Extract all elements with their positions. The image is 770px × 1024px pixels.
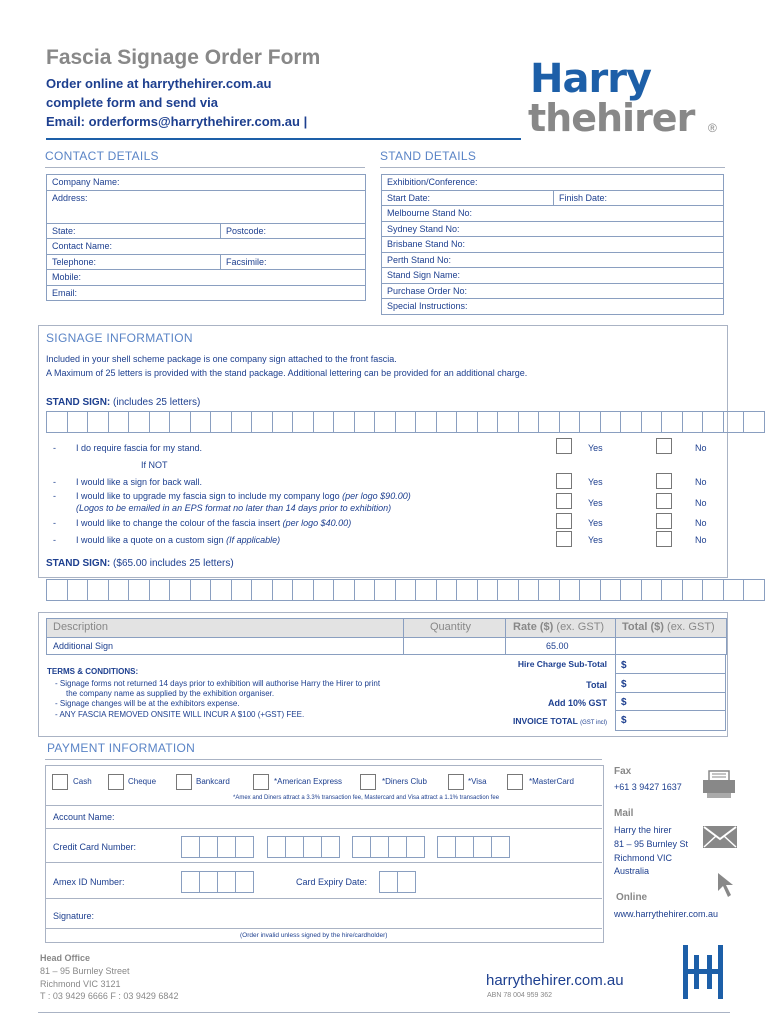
- contact-table: [46, 174, 366, 301]
- quantity-header: Quantity: [430, 621, 471, 633]
- gst-label: Add 10% GST: [547, 698, 607, 708]
- complete-form-line: complete form and send via: [46, 95, 218, 110]
- bankcard-checkbox[interactable]: [176, 774, 192, 790]
- letter-box[interactable]: [620, 411, 642, 433]
- term-2: - Signage changes will be at the exhibitors expense.: [55, 699, 240, 708]
- q5-dash: -: [53, 535, 56, 545]
- letter-box[interactable]: [67, 579, 89, 601]
- mail-line-2: 81 – 95 Burnley St: [614, 839, 689, 849]
- letter-box[interactable]: [272, 411, 294, 433]
- amex-checkbox[interactable]: [253, 774, 269, 790]
- pricing-row: [46, 637, 727, 655]
- footer-addr-1: 81 – 95 Burnley Street: [40, 966, 130, 976]
- letter-box[interactable]: [641, 579, 663, 601]
- letter-box[interactable]: [415, 411, 437, 433]
- letter-box[interactable]: [313, 579, 335, 601]
- digit-box[interactable]: [491, 836, 510, 858]
- q2-yes-label: Yes: [588, 477, 603, 487]
- totals-rule-2: [615, 692, 725, 693]
- finish-date-field[interactable]: Finish Date:: [554, 190, 724, 206]
- invoice-dollar[interactable]: $: [621, 715, 627, 726]
- letter-box[interactable]: [333, 411, 355, 433]
- q5-yes-label: Yes: [588, 535, 603, 545]
- letter-box[interactable]: [559, 579, 581, 601]
- contact-rule: [45, 167, 365, 168]
- surcharge-note: *Amex and Diners attract a 3.3% transaction fee, Mastercard and Visa attract a 1.1% transaction fee: [233, 795, 500, 801]
- letter-box[interactable]: [128, 579, 150, 601]
- exhibition-field[interactable]: Exhibition/Conference:: [382, 175, 724, 191]
- letter-box[interactable]: [538, 579, 560, 601]
- digit-box[interactable]: [370, 836, 389, 858]
- stand-table: [381, 174, 724, 315]
- stand-sign-2-letters[interactable]: [46, 579, 764, 601]
- letter-box[interactable]: [374, 411, 396, 433]
- letter-box[interactable]: [456, 579, 478, 601]
- invoice-total-text: INVOICE TOTAL: [513, 716, 578, 726]
- q2-dash: -: [53, 477, 56, 487]
- mail-heading: Mail: [614, 808, 634, 819]
- letter-box[interactable]: [702, 411, 724, 433]
- letter-box[interactable]: [497, 411, 519, 433]
- letter-box[interactable]: [456, 411, 478, 433]
- order-online-line: Order online at harrythehirer.com.au: [46, 76, 272, 91]
- term-1b: the company name as supplied by the exhibition organiser.: [66, 689, 275, 698]
- special-instructions-field[interactable]: Special Instructions:: [382, 299, 724, 315]
- letter-box[interactable]: [128, 411, 150, 433]
- account-name-row: [45, 805, 602, 829]
- digit-box[interactable]: [199, 871, 218, 893]
- total-dollar[interactable]: $: [621, 679, 627, 690]
- q1-dash: -: [53, 443, 56, 453]
- letter-box[interactable]: [231, 411, 253, 433]
- subtotal-dollar[interactable]: $: [621, 660, 627, 671]
- mail-icon: [703, 826, 737, 853]
- digit-box[interactable]: [406, 836, 425, 858]
- q3-yes-label: Yes: [588, 498, 603, 508]
- letter-box[interactable]: [497, 579, 519, 601]
- digit-box[interactable]: [267, 836, 286, 858]
- letter-box[interactable]: [702, 579, 724, 601]
- postcode-field[interactable]: Postcode:: [221, 223, 366, 239]
- mobile-field[interactable]: Mobile:: [47, 270, 366, 286]
- letter-box[interactable]: [559, 411, 581, 433]
- letter-box[interactable]: [354, 411, 376, 433]
- head-office-label: Head Office: [40, 953, 91, 963]
- letter-box[interactable]: [538, 411, 560, 433]
- digit-box[interactable]: [437, 836, 456, 858]
- q2-no-checkbox[interactable]: [656, 473, 672, 489]
- q2-yes-checkbox[interactable]: [556, 473, 572, 489]
- letter-box[interactable]: [292, 579, 314, 601]
- digit-box[interactable]: [285, 836, 304, 858]
- totals-rule-1: [615, 673, 725, 674]
- rate-header-suffix: (ex. GST): [556, 621, 605, 633]
- mail-line-3: Richmond VIC: [614, 853, 673, 863]
- online-url[interactable]: www.harrythehirer.com.au: [614, 909, 719, 919]
- letter-box[interactable]: [333, 579, 355, 601]
- letter-box[interactable]: [210, 411, 232, 433]
- letter-box[interactable]: [723, 579, 745, 601]
- email-field[interactable]: Email:: [47, 285, 366, 301]
- stand-sign-2: [46, 558, 234, 569]
- signature-label[interactable]: Signature:: [53, 911, 95, 921]
- letter-box[interactable]: [641, 411, 663, 433]
- letter-box[interactable]: [743, 579, 765, 601]
- letter-box[interactable]: [190, 579, 212, 601]
- letter-box[interactable]: [477, 579, 499, 601]
- letter-box[interactable]: [600, 579, 622, 601]
- letter-box[interactable]: [395, 579, 417, 601]
- logo-harry: Harry: [530, 56, 651, 102]
- letter-box[interactable]: [682, 579, 704, 601]
- telephone-field[interactable]: Telephone:: [47, 254, 221, 270]
- start-date-field[interactable]: Start Date:: [382, 190, 554, 206]
- letter-box[interactable]: [190, 411, 212, 433]
- stand-sign-2-note: ($65.00 includes 25 letters): [113, 558, 234, 569]
- cheque-checkbox[interactable]: [108, 774, 124, 790]
- stand-sign-1-note: (includes 25 letters): [113, 397, 201, 408]
- q4-yes-label: Yes: [588, 518, 603, 528]
- cash-label: Cash: [73, 777, 92, 786]
- mastercard-label: *MasterCard: [529, 777, 574, 786]
- q5-note: (If applicable): [226, 535, 281, 545]
- logo-thehirer: thehirer: [528, 96, 695, 140]
- total-header-label: Total ($): [622, 621, 664, 633]
- term-1a: - Signage forms not returned 14 days prior to exhibition will authorise Harry the Hirer to print: [55, 679, 381, 688]
- cheque-label: Cheque: [128, 777, 157, 786]
- digit-box[interactable]: [388, 836, 407, 858]
- diners-checkbox[interactable]: [360, 774, 376, 790]
- visa-checkbox[interactable]: [448, 774, 464, 790]
- fax-number: +61 3 9427 1637: [614, 782, 682, 792]
- letter-box[interactable]: [46, 411, 68, 433]
- description-header: Description: [53, 621, 109, 633]
- diners-label: *Diners Club: [382, 777, 427, 786]
- letter-box[interactable]: [415, 579, 437, 601]
- logo-registered-mark: ®: [708, 121, 717, 135]
- brisbane-stand-field[interactable]: Brisbane Stand No:: [382, 237, 724, 253]
- card-number-label: Credit Card Number:: [53, 842, 137, 852]
- digit-box[interactable]: [235, 836, 254, 858]
- digit-box[interactable]: [455, 836, 474, 858]
- footer-rule: [38, 1012, 730, 1013]
- rate-header: [513, 621, 604, 633]
- q3-main: I would like to upgrade my fascia sign to include my company logo: [76, 491, 340, 501]
- q4-no-checkbox[interactable]: [656, 513, 672, 529]
- digit-box[interactable]: [321, 836, 340, 858]
- digit-group: [352, 836, 424, 858]
- stand-details-heading: STAND DETAILS: [380, 149, 477, 163]
- total-label: Total: [586, 680, 607, 690]
- card-number-input[interactable]: [181, 836, 508, 858]
- letter-box[interactable]: [354, 579, 376, 601]
- q5-main: I would like a quote on a custom sign: [76, 535, 224, 545]
- letter-box[interactable]: [661, 411, 683, 433]
- digit-box[interactable]: [397, 871, 416, 893]
- signage-heading: SIGNAGE INFORMATION: [46, 331, 193, 345]
- stand-sign-1: [46, 397, 200, 408]
- letter-box[interactable]: [579, 579, 601, 601]
- row-description[interactable]: Additional Sign: [53, 641, 114, 651]
- q3-note: (Logos to be emailed in an EPS format no later than 14 days prior to exhibition): [76, 503, 392, 513]
- footer-website[interactable]: harrythehirer.com.au: [486, 972, 624, 989]
- digit-box[interactable]: [217, 836, 236, 858]
- email-line: Email: orderforms@harrythehirer.com.au |: [46, 114, 308, 129]
- address-field[interactable]: Address:: [47, 190, 366, 223]
- q2-no-label: No: [695, 477, 707, 487]
- footer-abn: ABN 78 004 959 362: [487, 992, 552, 999]
- form-title: Fascia Signage Order Form: [46, 46, 321, 69]
- letter-box[interactable]: [108, 411, 130, 433]
- letter-box[interactable]: [149, 579, 171, 601]
- payment-heading: PAYMENT INFORMATION: [47, 741, 196, 755]
- q1-no-checkbox[interactable]: [656, 438, 672, 454]
- letter-box[interactable]: [436, 579, 458, 601]
- header-rule: [46, 138, 521, 140]
- letter-box[interactable]: [46, 579, 68, 601]
- invoice-total-label: [480, 716, 607, 726]
- letter-box[interactable]: [272, 579, 294, 601]
- mail-line-4: Australia: [614, 866, 650, 876]
- visa-label: *Visa: [468, 777, 487, 786]
- q1-yes-label: Yes: [588, 443, 603, 453]
- invalid-note: (Order invalid unless signed by the hire/cardholder): [240, 932, 388, 939]
- signature-rule: [45, 928, 602, 929]
- letter-box[interactable]: [682, 411, 704, 433]
- letter-box[interactable]: [620, 579, 642, 601]
- letter-box[interactable]: [87, 411, 109, 433]
- q4-text: [76, 518, 351, 528]
- stand-sign-name-field[interactable]: Stand Sign Name:: [382, 268, 724, 284]
- letter-box[interactable]: [743, 411, 765, 433]
- contact-name-field[interactable]: Contact Name:: [47, 239, 366, 255]
- letter-box[interactable]: [477, 411, 499, 433]
- letter-box[interactable]: [210, 579, 232, 601]
- totals-rule-3: [615, 710, 725, 711]
- if-not-label: If NOT: [141, 460, 168, 470]
- q2-text: I would like a sign for back wall.: [76, 477, 203, 487]
- q4-price: (per logo $40.00): [282, 518, 352, 528]
- q3-no-checkbox[interactable]: [656, 493, 672, 509]
- letter-box[interactable]: [231, 579, 253, 601]
- cursor-icon: [716, 871, 736, 904]
- online-heading: Online: [616, 892, 648, 903]
- letter-box[interactable]: [395, 411, 417, 433]
- stand-rule: [380, 167, 725, 168]
- account-name-label: Account Name:: [53, 812, 115, 822]
- digit-box[interactable]: [217, 871, 236, 893]
- q3-price: (per logo $90.00): [342, 491, 411, 501]
- letter-box[interactable]: [169, 579, 191, 601]
- digit-box[interactable]: [352, 836, 371, 858]
- letter-box[interactable]: [600, 411, 622, 433]
- payment-rule: [45, 759, 602, 760]
- mail-line-1: Harry the hirer: [614, 825, 672, 835]
- stand-sign-1-label: STAND SIGN:: [46, 397, 111, 408]
- card-number-rule: [45, 862, 602, 863]
- state-field[interactable]: State:: [47, 223, 221, 239]
- digit-box[interactable]: [181, 836, 200, 858]
- q1-no-label: No: [695, 443, 707, 453]
- letter-box[interactable]: [723, 411, 745, 433]
- letter-box[interactable]: [313, 411, 335, 433]
- stand-sign-2-label: STAND SIGN:: [46, 558, 111, 569]
- q1-yes-checkbox[interactable]: [556, 438, 572, 454]
- letter-box[interactable]: [108, 579, 130, 601]
- letter-box[interactable]: [149, 411, 171, 433]
- q5-no-label: No: [695, 535, 707, 545]
- letter-box[interactable]: [251, 579, 273, 601]
- amex-rule: [45, 898, 602, 899]
- digit-group: [267, 836, 339, 858]
- letter-box[interactable]: [518, 579, 540, 601]
- hh-logo-icon: [681, 943, 725, 1006]
- q4-no-label: No: [695, 518, 707, 528]
- digit-box[interactable]: [473, 836, 492, 858]
- sydney-stand-field[interactable]: Sydney Stand No:: [382, 221, 724, 237]
- fax-icon: [701, 770, 737, 798]
- digit-box[interactable]: [379, 871, 398, 893]
- q3-no-label: No: [695, 498, 707, 508]
- total-header: [622, 621, 715, 633]
- terms-heading: TERMS & CONDITIONS:: [47, 667, 139, 676]
- q3-yes-checkbox[interactable]: [556, 493, 572, 509]
- facsimile-field[interactable]: Facsimile:: [221, 254, 366, 270]
- q5-text: [76, 535, 280, 545]
- signage-info-1: Included in your shell scheme package is one company sign attached to the front fascia.: [46, 354, 397, 364]
- letter-box[interactable]: [436, 411, 458, 433]
- digit-box[interactable]: [181, 871, 200, 893]
- letter-box[interactable]: [67, 411, 89, 433]
- digit-box[interactable]: [303, 836, 322, 858]
- melbourne-stand-field[interactable]: Melbourne Stand No:: [382, 206, 724, 222]
- signage-info-2: A Maximum of 25 letters is provided with the stand package. Additional lettering can be provided for an additional charge.: [46, 368, 528, 378]
- bankcard-label: Bankcard: [196, 777, 230, 786]
- letter-box[interactable]: [87, 579, 109, 601]
- row-rate: 65.00: [546, 641, 569, 651]
- letter-box[interactable]: [374, 579, 396, 601]
- subtotal-label: Hire Charge Sub-Total: [517, 659, 607, 669]
- mastercard-checkbox[interactable]: [507, 774, 523, 790]
- letter-box[interactable]: [169, 411, 191, 433]
- letter-box[interactable]: [251, 411, 273, 433]
- gst-dollar[interactable]: $: [621, 697, 627, 708]
- stand-sign-1-letters[interactable]: [46, 411, 764, 433]
- digit-box[interactable]: [235, 871, 254, 893]
- q5-no-checkbox[interactable]: [656, 531, 672, 547]
- digit-group: [437, 836, 509, 858]
- company-name-field[interactable]: Company Name:: [47, 175, 366, 191]
- expiry-input[interactable]: [379, 871, 415, 893]
- q4-yes-checkbox[interactable]: [556, 513, 572, 529]
- q3-text: [76, 491, 411, 501]
- perth-stand-field[interactable]: Perth Stand No:: [382, 252, 724, 268]
- rate-header-label: Rate ($): [513, 621, 554, 633]
- q3-dash: -: [53, 491, 56, 501]
- expiry-label: Card Expiry Date:: [296, 877, 368, 887]
- total-header-suffix: (ex. GST): [667, 621, 715, 633]
- letter-box[interactable]: [661, 579, 683, 601]
- letter-box[interactable]: [579, 411, 601, 433]
- digit-box[interactable]: [199, 836, 218, 858]
- invoice-total-note: (GST incl): [580, 720, 607, 726]
- fax-heading: Fax: [614, 766, 632, 777]
- q5-yes-checkbox[interactable]: [556, 531, 572, 547]
- q4-main: I would like to change the colour of the fascia insert: [76, 518, 281, 528]
- purchase-order-field[interactable]: Purchase Order No:: [382, 283, 724, 299]
- term-3: - ANY FASCIA REMOVED ONSITE WILL INCUR A $100 (+GST) FEE.: [55, 710, 305, 719]
- amex-id-input[interactable]: [181, 871, 253, 893]
- amex-label: *American Express: [274, 777, 343, 786]
- footer-phone: T : 03 9429 6666 F : 03 9429 6842: [40, 991, 179, 1001]
- contact-details-heading: CONTACT DETAILS: [45, 149, 159, 163]
- footer-addr-2: Richmond VIC 3121: [40, 979, 121, 989]
- q4-dash: -: [53, 518, 56, 528]
- letter-box[interactable]: [518, 411, 540, 433]
- cash-checkbox[interactable]: [52, 774, 68, 790]
- letter-box[interactable]: [292, 411, 314, 433]
- q1-text: I do require fascia for my stand.: [76, 443, 203, 453]
- amex-id-label: Amex ID Number:: [53, 877, 125, 887]
